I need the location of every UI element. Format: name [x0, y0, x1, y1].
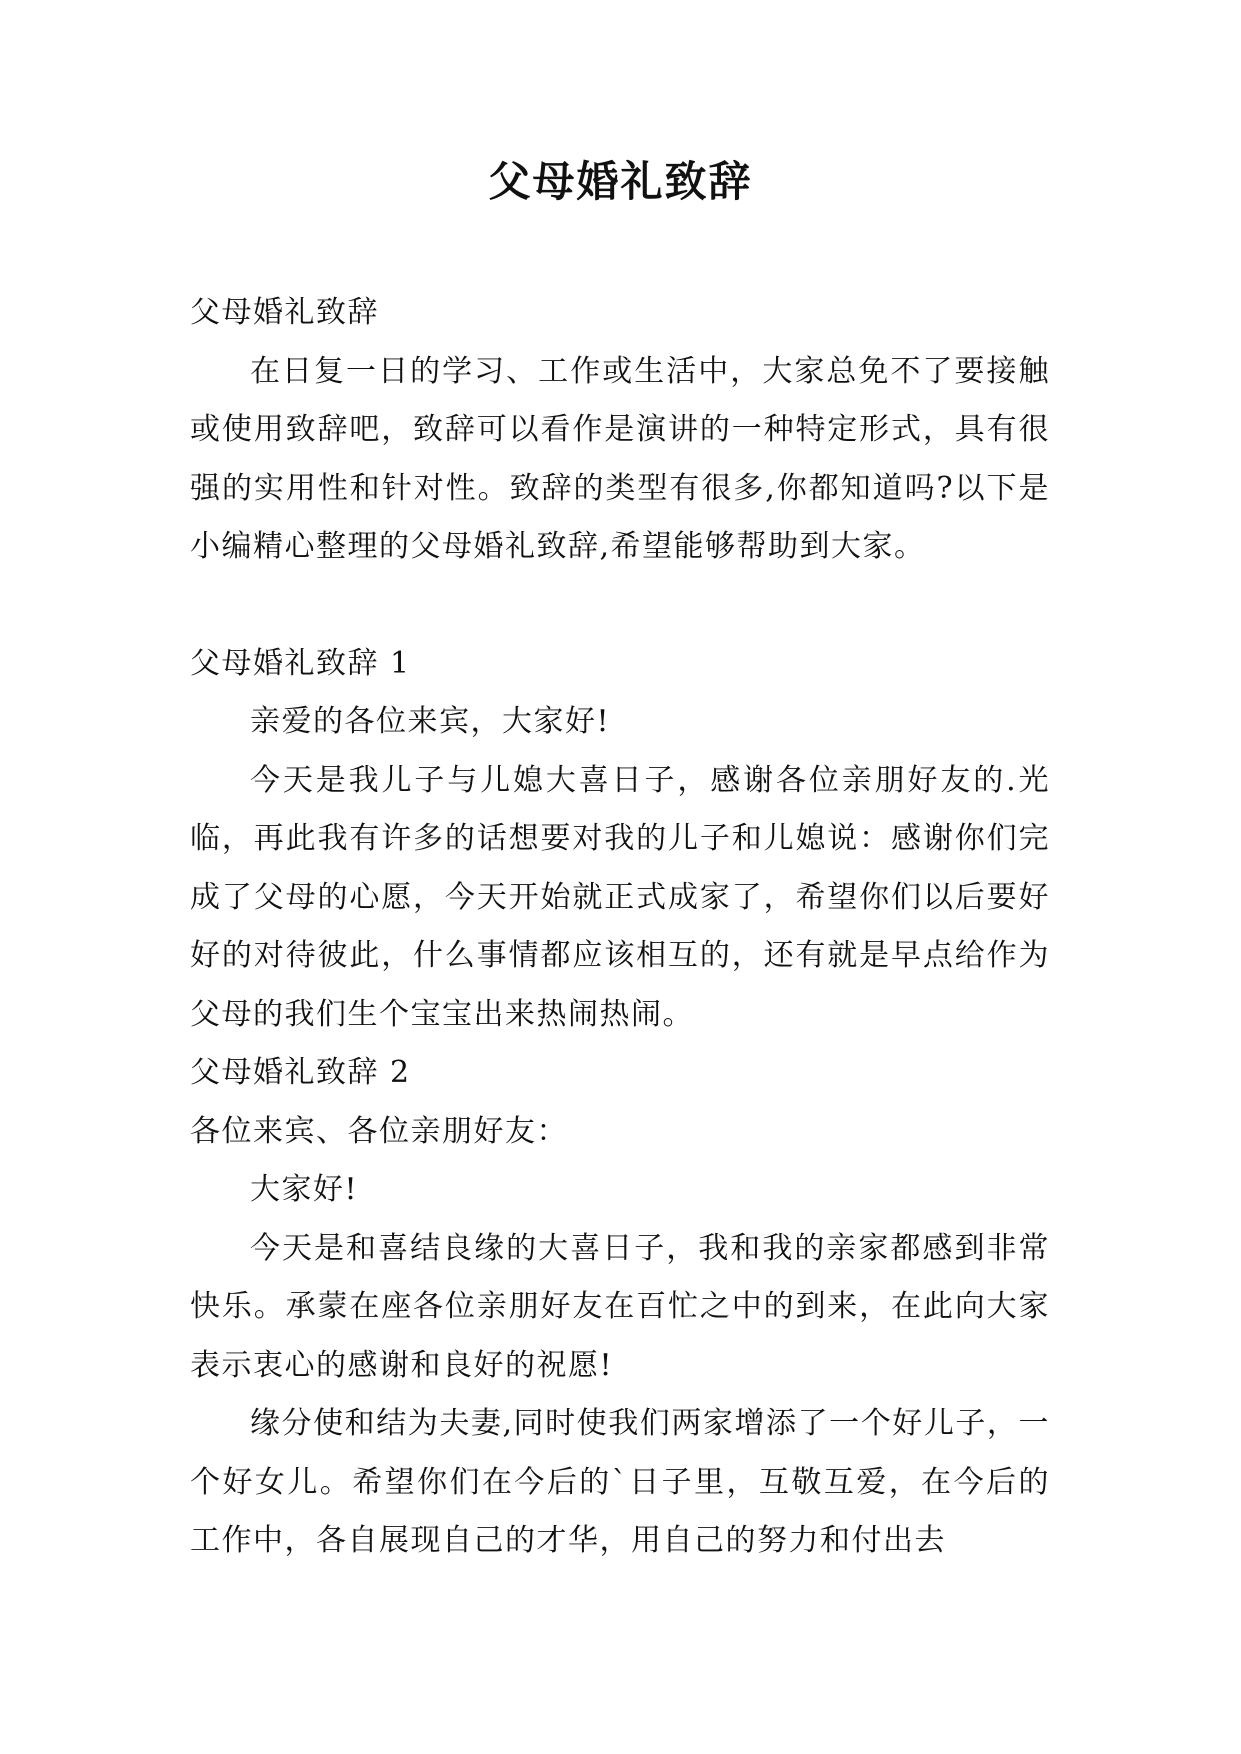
- intro-paragraph: 在日复一日的学习、工作或生活中，大家总免不了要接触或使用致辞吧，致辞可以看作是演讲的一种特定形式，具有很强的实用性和针对性。致辞的类型有很多,你都知道吗?以下是小编精心整理的父母婚礼致辞,希望能够帮助到大家。: [190, 353, 1050, 564]
- document-title: 父母婚礼致辞: [488, 157, 753, 206]
- section-spacer: [190, 577, 1050, 635]
- section-1-greeting: 亲爱的各位来宾，大家好!: [250, 704, 611, 739]
- document-body: [190, 284, 1050, 1571]
- section-1-heading: 父母婚礼致辞 1: [190, 645, 411, 681]
- section-2-heading: 父母婚礼致辞 2: [190, 1055, 411, 1090]
- document-subtitle: 父母婚礼致辞: [190, 295, 379, 330]
- section-1-paragraph: 今天是我儿子与儿媳大喜日子，感谢各位亲朋好友的.光临，再此我有许多的话想要对我的儿子和儿媳说：感谢你们完成了父母的心愿，今天开始就正式成家了，希望你们以后要好好的对待彼此，什么事情都应该相互的，还有就是早点给作为父母的我们生个宝宝出来热闹热闹。: [190, 762, 1050, 1032]
- section-2-salutation: 各位来宾、各位亲朋好友：: [190, 1113, 568, 1149]
- section-2-paragraph-1: 今天是和喜结良缘的大喜日子，我和我的亲家都感到非常快乐。承蒙在座各位亲朋好友在百忙之中的到来，在此向大家表示衷心的感谢和良好的祝愿!: [190, 1230, 1050, 1383]
- section-2-greeting: 大家好!: [250, 1172, 359, 1207]
- section-2-paragraph-2: 缘分使和结为夫妻,同时使我们两家增添了一个好儿子，一个好女儿。希望你们在今后的`日子里，互敬互爱，在今后的工作中，各自展现自己的才华，用自己的努力和付出去: [190, 1406, 1050, 1558]
